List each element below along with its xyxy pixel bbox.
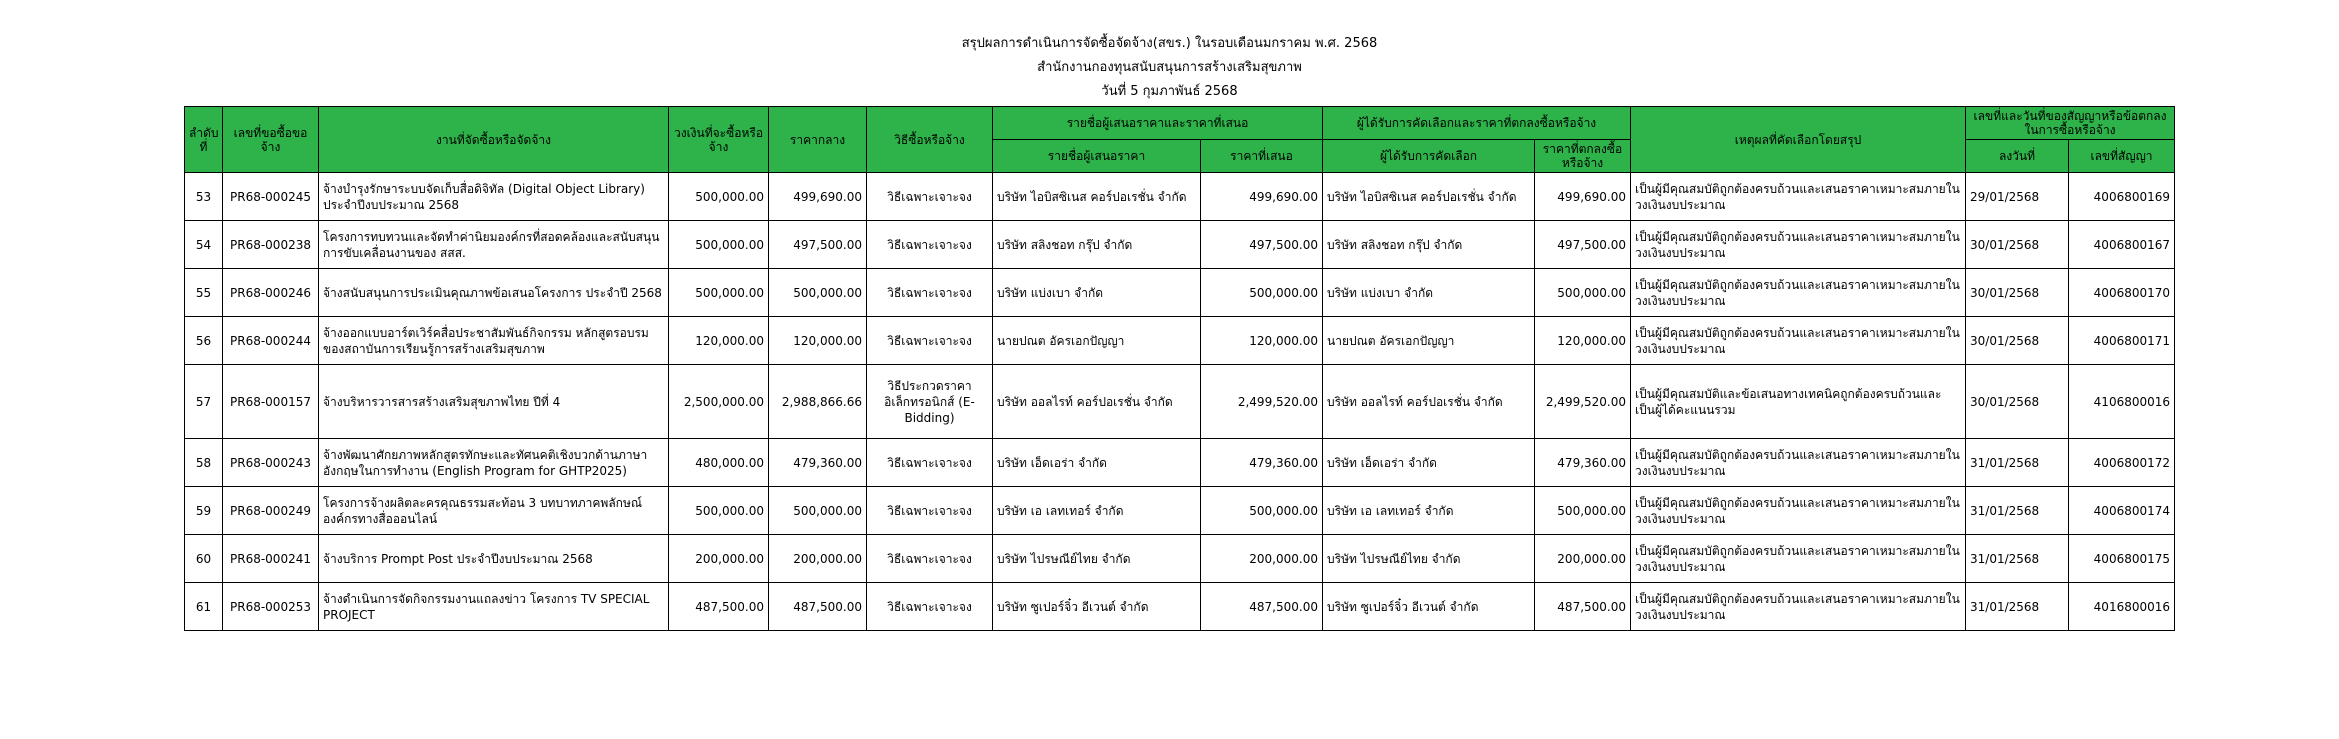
bid-price: 479,360.00: [1201, 439, 1323, 487]
item-description: จ้างบำรุงรักษาระบบจัดเก็บสื่อดิจิทัล (Digital Object Library) ประจำปีงบประมาณ 2568: [319, 173, 669, 221]
median-price: 500,000.00: [769, 487, 867, 535]
bidder-name: นายปณต อัครเอกปัญญา: [993, 317, 1201, 365]
header-selected-name: ผู้ได้รับการคัดเลือก: [1323, 140, 1535, 173]
header-budget: วงเงินที่จะซื้อหรือจ้าง: [669, 107, 769, 173]
table-row: [185, 269, 2175, 317]
bidder-name: บริษัท สลิงชอท กรุ๊ป จำกัด: [993, 221, 1201, 269]
procurement-method: วิธีเฉพาะเจาะจง: [867, 317, 993, 365]
selection-reason: เป็นผู้มีคุณสมบัติถูกต้องครบถ้วนและเสนอราคาเหมาะสมภายในวงเงินงบประมาณ: [1631, 583, 1966, 631]
item-description: โครงการทบทวนและจัดทำค่านิยมองค์กรที่สอดคล้องและสนับสนุนการขับเคลื่อนงานของ สสส.: [319, 221, 669, 269]
item-description: จ้างพัฒนาศักยภาพหลักสูตรทักษะและทัศนคติเชิงบวกด้านภาษาอังกฤษในการทำงาน (English Program for GHTP2025): [319, 439, 669, 487]
selection-reason: เป็นผู้มีคุณสมบัติถูกต้องครบถ้วนและเสนอราคาเหมาะสมภายในวงเงินงบประมาณ: [1631, 221, 1966, 269]
contract-number: 4006800171: [2069, 317, 2175, 365]
header-project-no: เลขที่ขอซื้อขอจ้าง: [223, 107, 319, 173]
item-description: จ้างออกแบบอาร์ตเวิร์คสื่อประชาสัมพันธ์กิจกรรม หลักสูตรอบรมของสถาบันการเรียนรู้การสร้างเสริมสุขภาพ: [319, 317, 669, 365]
bid-price: 499,690.00: [1201, 173, 1323, 221]
selection-reason: เป็นผู้มีคุณสมบัติถูกต้องครบถ้วนและเสนอราคาเหมาะสมภายในวงเงินงบประมาณ: [1631, 317, 1966, 365]
selection-reason: เป็นผู้มีคุณสมบัติถูกต้องครบถ้วนและเสนอราคาเหมาะสมภายในวงเงินงบประมาณ: [1631, 535, 1966, 583]
project-number: PR68-000253: [223, 583, 319, 631]
project-number: PR68-000243: [223, 439, 319, 487]
median-price: 487,500.00: [769, 583, 867, 631]
header-item: งานที่จัดซื้อหรือจัดจ้าง: [319, 107, 669, 173]
bid-price: 497,500.00: [1201, 221, 1323, 269]
median-price: 497,500.00: [769, 221, 867, 269]
project-number: PR68-000241: [223, 535, 319, 583]
header-selected-group: ผู้ได้รับการคัดเลือกและราคาที่ตกลงซื้อหรือจ้าง: [1323, 107, 1631, 140]
contract-date: 30/01/2568: [1966, 221, 2069, 269]
selected-vendor: นายปณต อัครเอกปัญญา: [1323, 317, 1535, 365]
contract-number: 4006800175: [2069, 535, 2175, 583]
row-number: 56: [185, 317, 223, 365]
contract-number: 4006800174: [2069, 487, 2175, 535]
contract-number: 4106800016: [2069, 365, 2175, 439]
header-bid-price: ราคาที่เสนอ: [1201, 140, 1323, 173]
agreed-price: 497,500.00: [1535, 221, 1631, 269]
bid-price: 487,500.00: [1201, 583, 1323, 631]
selected-vendor: บริษัท ไปรษณีย์ไทย จำกัด: [1323, 535, 1535, 583]
median-price: 499,690.00: [769, 173, 867, 221]
header-reason: เหตุผลที่คัดเลือกโดยสรุป: [1631, 107, 1966, 173]
project-number: PR68-000238: [223, 221, 319, 269]
bidder-name: บริษัท ไอบิสซิเนส คอร์ปอเรชั่น จำกัด: [993, 173, 1201, 221]
median-price: 2,988,866.66: [769, 365, 867, 439]
contract-date: 29/01/2568: [1966, 173, 2069, 221]
selection-reason: เป็นผู้มีคุณสมบัติถูกต้องครบถ้วนและเสนอราคาเหมาะสมภายในวงเงินงบประมาณ: [1631, 487, 1966, 535]
selection-reason: เป็นผู้มีคุณสมบัติถูกต้องครบถ้วนและเสนอราคาเหมาะสมภายในวงเงินงบประมาณ: [1631, 269, 1966, 317]
row-number: 61: [185, 583, 223, 631]
procurement-method: วิธีเฉพาะเจาะจง: [867, 439, 993, 487]
table-row: [185, 535, 2175, 583]
item-description: จ้างสนับสนุนการประเมินคุณภาพข้อเสนอโครงการ ประจำปี 2568: [319, 269, 669, 317]
row-number: 59: [185, 487, 223, 535]
project-number: PR68-000245: [223, 173, 319, 221]
header-agreed-price: ราคาที่ตกลงซื้อหรือจ้าง: [1535, 140, 1631, 173]
selected-vendor: บริษัท เอ เลทเทอร์ จำกัด: [1323, 487, 1535, 535]
bid-price: 500,000.00: [1201, 269, 1323, 317]
header-date: ลงวันที่: [1966, 140, 2069, 173]
agreed-price: 120,000.00: [1535, 317, 1631, 365]
agency-name: สำนักงานกองทุนสนับสนุนการสร้างเสริมสุขภาพ: [1037, 60, 1302, 75]
agreed-price: 499,690.00: [1535, 173, 1631, 221]
budget-amount: 200,000.00: [669, 535, 769, 583]
procurement-method: วิธีเฉพาะเจาะจง: [867, 583, 993, 631]
table-row: [185, 487, 2175, 535]
agreed-price: 479,360.00: [1535, 439, 1631, 487]
bidder-name: บริษัท ออลไรท์ คอร์ปอเรชั่น จำกัด: [993, 365, 1201, 439]
item-description: จ้างบริการ Prompt Post ประจำปีงบประมาณ 2568: [319, 535, 669, 583]
selected-vendor: บริษัท ซูเปอร์จิ๋ว อีเวนต์ จำกัด: [1323, 583, 1535, 631]
agreed-price: 500,000.00: [1535, 269, 1631, 317]
report-date: วันที่ 5 กุมภาพันธ์ 2568: [1101, 84, 1238, 99]
table-row: [185, 221, 2175, 269]
procurement-table: [184, 106, 2175, 631]
budget-amount: 2,500,000.00: [669, 365, 769, 439]
bid-price: 200,000.00: [1201, 535, 1323, 583]
header-contract-no: เลขที่สัญญา: [2069, 140, 2175, 173]
median-price: 479,360.00: [769, 439, 867, 487]
header-bidders-group: รายชื่อผู้เสนอราคาและราคาที่เสนอ: [993, 107, 1323, 140]
header-method: วิธีซื้อหรือจ้าง: [867, 107, 993, 173]
procurement-method: วิธีประกวดราคาอิเล็กทรอนิกส์ (E-Bidding): [867, 365, 993, 439]
budget-amount: 500,000.00: [669, 487, 769, 535]
contract-date: 30/01/2568: [1966, 269, 2069, 317]
agreed-price: 487,500.00: [1535, 583, 1631, 631]
contract-number: 4016800016: [2069, 583, 2175, 631]
contract-date: 31/01/2568: [1966, 583, 2069, 631]
row-number: 57: [185, 365, 223, 439]
bidder-name: บริษัท เอ เลทเทอร์ จำกัด: [993, 487, 1201, 535]
contract-number: 4006800169: [2069, 173, 2175, 221]
item-description: โครงการจ้างผลิตละครคุณธรรมสะท้อน 3 บทบาทภาคพลักษณ์องค์กรทางสื่อออนไลน์: [319, 487, 669, 535]
header-median-price: ราคากลาง: [769, 107, 867, 173]
budget-amount: 487,500.00: [669, 583, 769, 631]
median-price: 120,000.00: [769, 317, 867, 365]
project-number: PR68-000157: [223, 365, 319, 439]
budget-amount: 500,000.00: [669, 221, 769, 269]
selected-vendor: บริษัท แบ่งเบา จำกัด: [1323, 269, 1535, 317]
bidder-name: บริษัท เอ็ดเอร่า จำกัด: [993, 439, 1201, 487]
bid-price: 2,499,520.00: [1201, 365, 1323, 439]
procurement-method: วิธีเฉพาะเจาะจง: [867, 487, 993, 535]
table-row: [185, 317, 2175, 365]
budget-amount: 120,000.00: [669, 317, 769, 365]
agreed-price: 200,000.00: [1535, 535, 1631, 583]
procurement-method: วิธีเฉพาะเจาะจง: [867, 535, 993, 583]
budget-amount: 500,000.00: [669, 173, 769, 221]
bidder-name: บริษัท ไปรษณีย์ไทย จำกัด: [993, 535, 1201, 583]
row-number: 54: [185, 221, 223, 269]
selected-vendor: บริษัท ออลไรท์ คอร์ปอเรชั่น จำกัด: [1323, 365, 1535, 439]
table-row: [185, 583, 2175, 631]
header-contract-group: เลขที่และวันที่ของสัญญาหรือข้อตกลงในการซื้อหรือจ้าง: [1966, 107, 2175, 140]
selection-reason: เป็นผู้มีคุณสมบัติและข้อเสนอทางเทคนิคถูกต้องครบถ้วนและเป็นผู้ได้คะแนนรวม: [1631, 365, 1966, 439]
bidder-name: บริษัท แบ่งเบา จำกัด: [993, 269, 1201, 317]
contract-number: 4006800170: [2069, 269, 2175, 317]
contract-date: 31/01/2568: [1966, 487, 2069, 535]
procurement-method: วิธีเฉพาะเจาะจง: [867, 221, 993, 269]
selected-vendor: บริษัท ไอบิสซิเนส คอร์ปอเรชั่น จำกัด: [1323, 173, 1535, 221]
budget-amount: 480,000.00: [669, 439, 769, 487]
project-number: PR68-000249: [223, 487, 319, 535]
bid-price: 500,000.00: [1201, 487, 1323, 535]
table-row: [185, 439, 2175, 487]
median-price: 500,000.00: [769, 269, 867, 317]
agreed-price: 500,000.00: [1535, 487, 1631, 535]
header-no: ลำดับที่: [185, 107, 223, 173]
row-number: 60: [185, 535, 223, 583]
row-number: 53: [185, 173, 223, 221]
contract-number: 4006800167: [2069, 221, 2175, 269]
contract-date: 31/01/2568: [1966, 439, 2069, 487]
selection-reason: เป็นผู้มีคุณสมบัติถูกต้องครบถ้วนและเสนอราคาเหมาะสมภายในวงเงินงบประมาณ: [1631, 439, 1966, 487]
contract-date: 31/01/2568: [1966, 535, 2069, 583]
project-number: PR68-000244: [223, 317, 319, 365]
bid-price: 120,000.00: [1201, 317, 1323, 365]
contract-date: 30/01/2568: [1966, 317, 2069, 365]
table-body: [185, 173, 2175, 631]
project-number: PR68-000246: [223, 269, 319, 317]
procurement-method: วิธีเฉพาะเจาะจง: [867, 173, 993, 221]
selection-reason: เป็นผู้มีคุณสมบัติถูกต้องครบถ้วนและเสนอราคาเหมาะสมภายในวงเงินงบประมาณ: [1631, 173, 1966, 221]
document-title: สรุปผลการดำเนินการจัดซื้อจัดจ้าง(สขร.) ในรอบเดือนมกราคม พ.ศ. 2568: [961, 36, 1378, 51]
agreed-price: 2,499,520.00: [1535, 365, 1631, 439]
header-bidder-name: รายชื่อผู้เสนอราคา: [993, 140, 1201, 173]
row-number: 58: [185, 439, 223, 487]
table-row: [185, 173, 2175, 221]
item-description: จ้างบริหารวารสารสร้างเสริมสุขภาพไทย ปีที่ 4: [319, 365, 669, 439]
item-description: จ้างดำเนินการจัดกิจกรรมงานแถลงข่าว โครงการ TV SPECIAL PROJECT: [319, 583, 669, 631]
contract-number: 4006800172: [2069, 439, 2175, 487]
selected-vendor: บริษัท เอ็ดเอร่า จำกัด: [1323, 439, 1535, 487]
budget-amount: 500,000.00: [669, 269, 769, 317]
table-row: [185, 365, 2175, 439]
bidder-name: บริษัท ซูเปอร์จิ๋ว อีเวนต์ จำกัด: [993, 583, 1201, 631]
contract-date: 30/01/2568: [1966, 365, 2069, 439]
procurement-method: วิธีเฉพาะเจาะจง: [867, 269, 993, 317]
median-price: 200,000.00: [769, 535, 867, 583]
selected-vendor: บริษัท สลิงชอท กรุ๊ป จำกัด: [1323, 221, 1535, 269]
row-number: 55: [185, 269, 223, 317]
